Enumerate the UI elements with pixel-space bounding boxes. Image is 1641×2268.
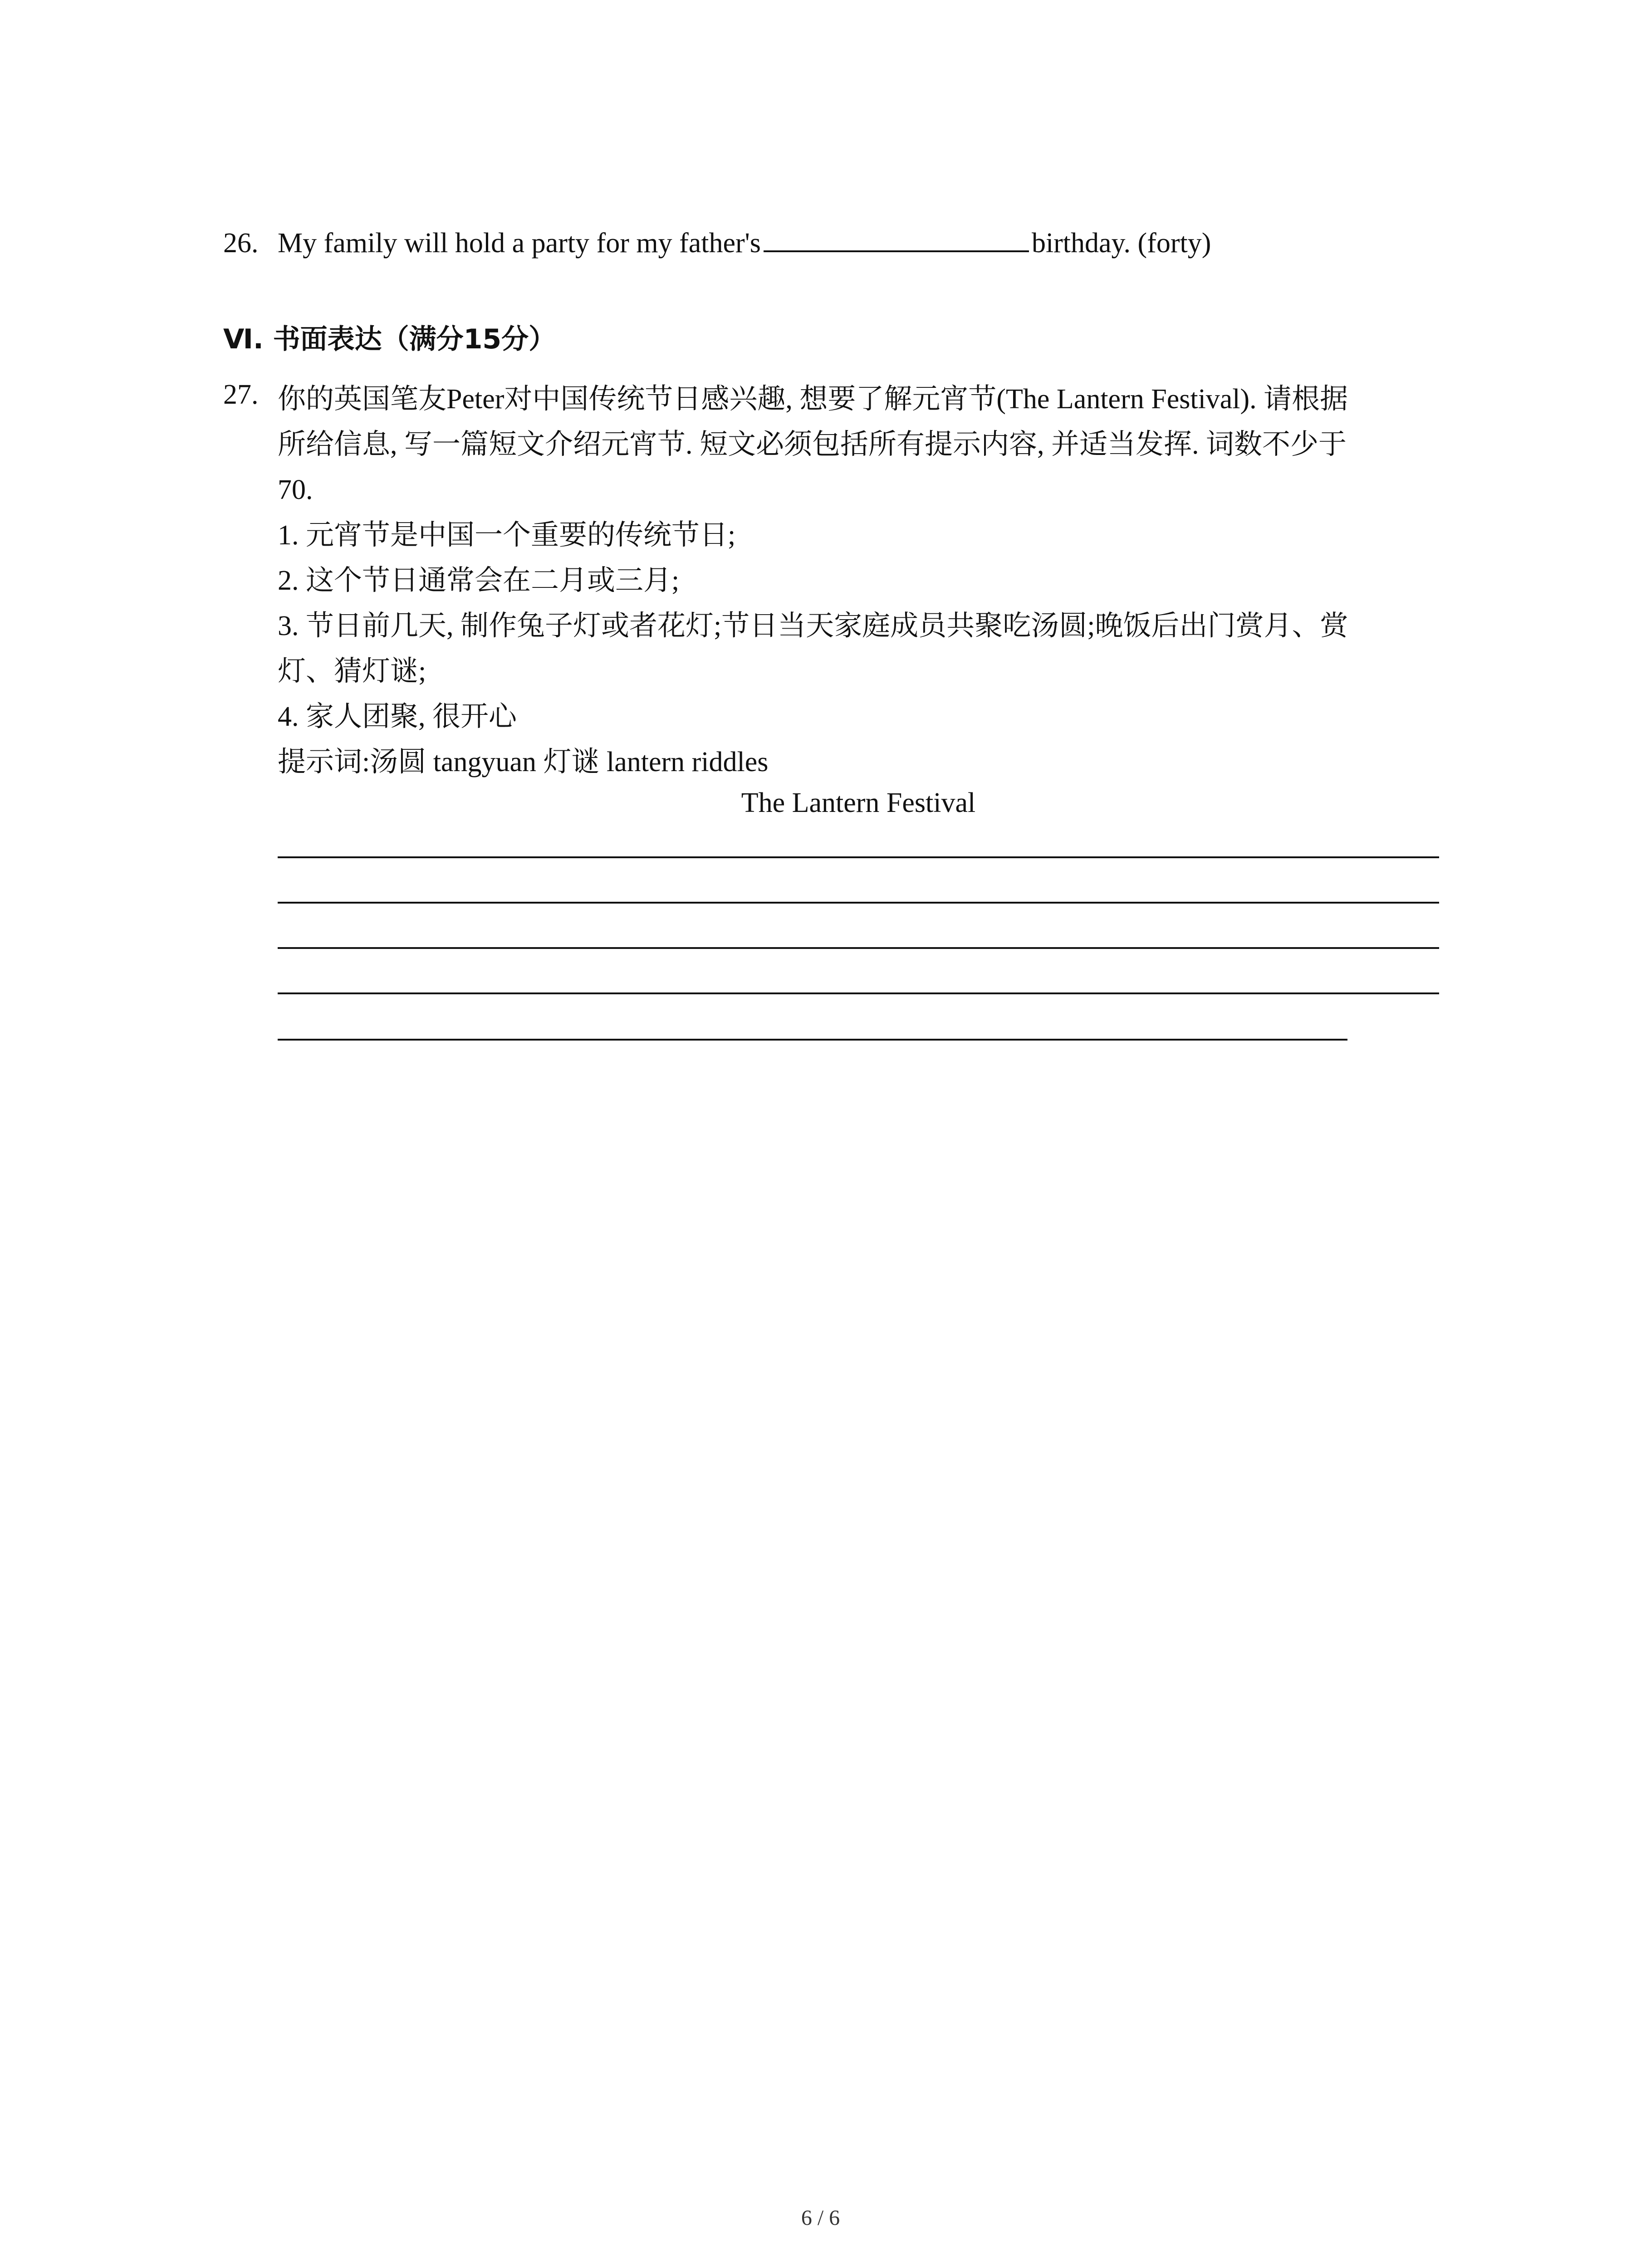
question-27-point-1: 1. 元宵节是中国一个重要的传统节日; — [278, 520, 736, 551]
writing-line-3[interactable] — [278, 947, 1439, 949]
question-27-hint-words: 提示词:汤圆 tangyuan 灯谜 lantern riddles — [278, 747, 769, 777]
writing-line-1[interactable] — [278, 856, 1439, 858]
question-27-point-4: 4. 家人团聚, 很开心 — [278, 701, 517, 732]
question-26-answer-blank[interactable] — [764, 223, 1029, 252]
question-27-number: 27. — [223, 379, 259, 410]
question-26-text-after: birthday. (forty) — [1031, 228, 1211, 259]
question-26-number: 26. — [223, 228, 259, 259]
writing-line-2[interactable] — [278, 902, 1439, 904]
writing-line-5[interactable] — [278, 1039, 1347, 1041]
section-heading-writing: Ⅵ. 书面表达（满分15分） — [223, 323, 556, 355]
question-27-intro-line-1: 你的英国笔友Peter对中国传统节日感兴趣, 想要了解元宵节(The Lantern Festival). 请根据 — [278, 384, 1348, 415]
question-27-point-3-line-1: 3. 节日前几天, 制作兔子灯或者花灯;节日当天家庭成员共聚吃汤圆;晚饭后出门赏月、赏 — [278, 611, 1348, 641]
question-26-text-before: My family will hold a party for my father's — [278, 228, 761, 259]
essay-title: The Lantern Festival — [741, 787, 976, 818]
writing-line-4[interactable] — [278, 992, 1439, 994]
question-26 — [223, 223, 1211, 261]
question-27-intro-line-2: 所给信息, 写一篇短文介绍元宵节. 短文必须包括所有提示内容, 并适当发挥. 词数不少于 — [278, 429, 1347, 460]
question-27-point-3-line-2: 灯、猜灯谜; — [278, 656, 426, 687]
page-number: 6 / 6 — [801, 2206, 840, 2230]
question-27-point-2: 2. 这个节日通常会在二月或三月; — [278, 565, 680, 596]
question-27-intro-line-3: 70. — [278, 474, 313, 505]
